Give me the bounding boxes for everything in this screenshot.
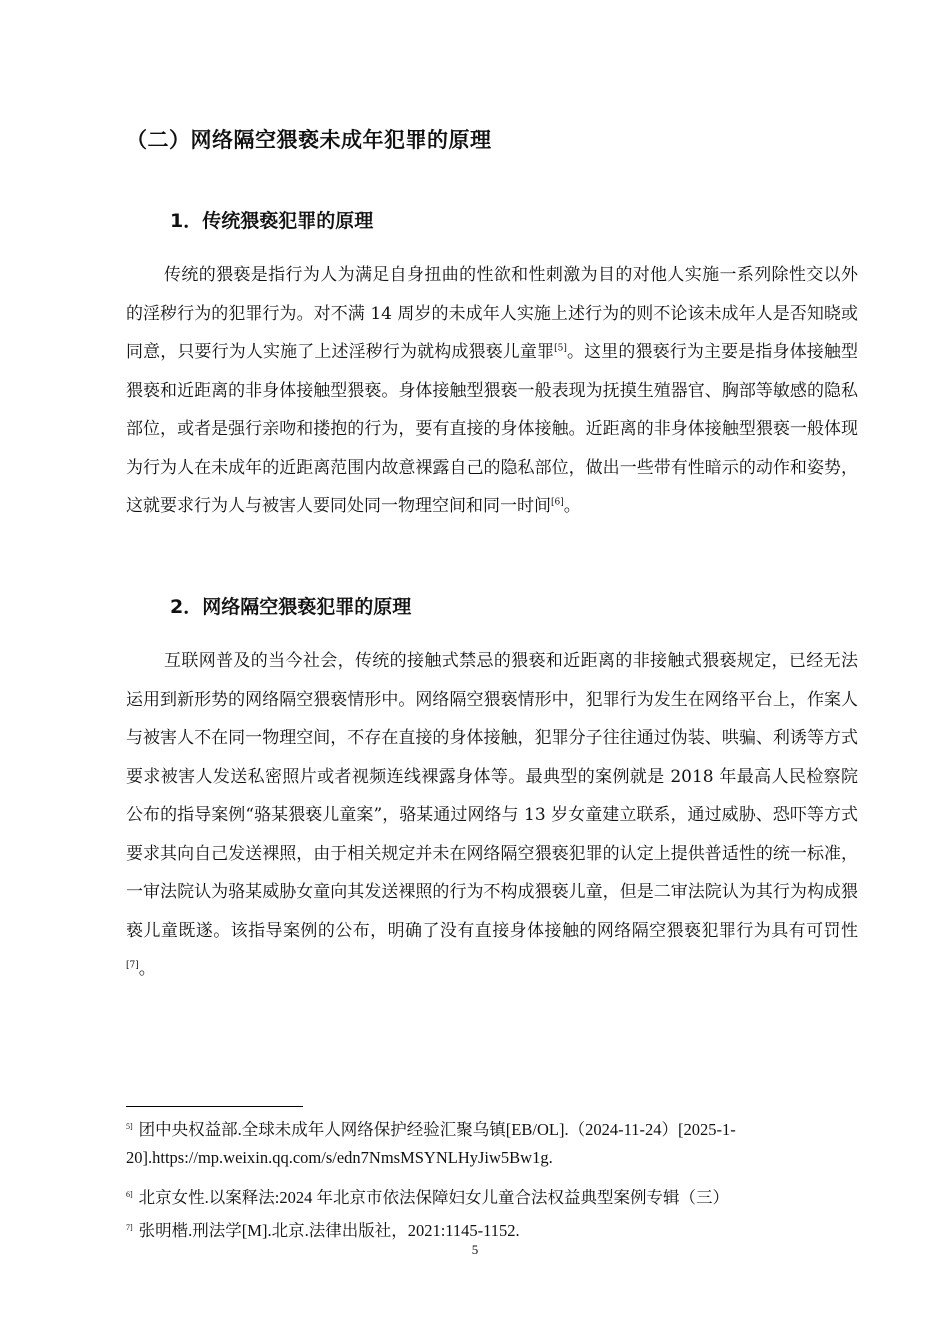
footnote-mark: 6] [126,1189,133,1199]
footnote-7 [126,1217,858,1245]
paragraph-text: 。这里的猥亵行为主要是指身体接触型猥亵和近距离的非身体接触型猥亵。身体接触型猥亵一般表现为抚摸生殖器官、胸部等敏感的隐私部位，或者是强行亲吻和搂抱的行为，要有直接的身体接触。近距离的非身体接触型猥亵一般体现为行为人在未成年的近距离范围内故意裸露自己的隐私部位，做出一些带有性暗示的动作和姿势，这就要求行为人与被害人要同处同一物理空间和同一时间 [126,342,858,516]
citation-ref-7: [7] [126,960,139,971]
footnote-mark: 5] [126,1121,133,1131]
subsection-heading-2: 2．网络隔空猥亵犯罪的原理 [170,596,412,618]
footnote-text: 张明楷.刑法学[M].北京.法律出版社，2021:1145-1152. [138,1221,520,1240]
paragraph-text: 传统的猥亵是指行为人为满足自身扭曲的性欲和性刺激为目的对他人实施一系列除性交以外的淫秽行为的犯罪行为。对不满 14 周岁的未成年人实施上述行为的则不论该未成年人是否知晓或同意，只要行为人实施了上述淫秽行为就构成猥亵儿童罪 [126,265,858,362]
body-paragraph-1 [126,256,858,526]
citation-ref-5: [5] [554,343,567,354]
footnote-separator [126,1106,303,1107]
footnote-5 [126,1116,858,1172]
footnote-6 [126,1184,858,1212]
page-number: 5 [471,1242,479,1257]
paragraph-text: 互联网普及的当今社会，传统的接触式禁忌的猥亵和近距离的非接触式猥亵规定，已经无法运用到新形势的网络隔空猥亵情形中。网络隔空猥亵情形中，犯罪行为发生在网络平台上，作案人与被害人不在同一物理空间，不存在直接的身体接触，犯罪分子往往通过伪装、哄骗、利诱等方式要求被害人发送私密照片或者视频连线裸露身体等。最典型的案例就是 2018 年最高人民检察院公布的指导案例“骆某猥亵儿童案”，骆某通过网络与 13 岁女童建立联系，通过威胁、恐吓等方式要求其向自己发送裸照，由于相关规定并未在网络隔空猥亵犯罪的认定上提供普适性的统一标准，一审法院认为骆某威胁女童向其发送裸照的行为不构成猥亵儿童，但是二审法院认为其行为构成猥亵儿童既遂。该指导案例的公布，明确了没有直接身体接触的网络隔空猥亵犯罪行为具有可罚性 [126,651,858,941]
subsection-heading-1: 1．传统猥亵犯罪的原理 [170,210,374,232]
footnote-mark: 7] [126,1222,133,1232]
body-paragraph-2 [126,642,858,989]
footnote-text: 北京女性.以案释法:2024 年北京市依法保障妇女儿童合法权益典型案例专辑（三） [138,1188,730,1207]
paragraph-end: 。 [138,959,156,979]
paragraph-end: 。 [563,496,581,516]
section-heading: （二）网络隔空猥亵未成年犯罪的原理 [126,128,492,152]
footnote-text: 团中央权益部.全球未成年人网络保护经验汇聚乌镇[EB/OL].（2024-11-24）[2025-1-20].https://mp.weixin.qq.com/s/edn7NmsMSYNLHyJiw5Bw1g. [126,1120,736,1167]
citation-ref-6: [6] [551,497,564,508]
